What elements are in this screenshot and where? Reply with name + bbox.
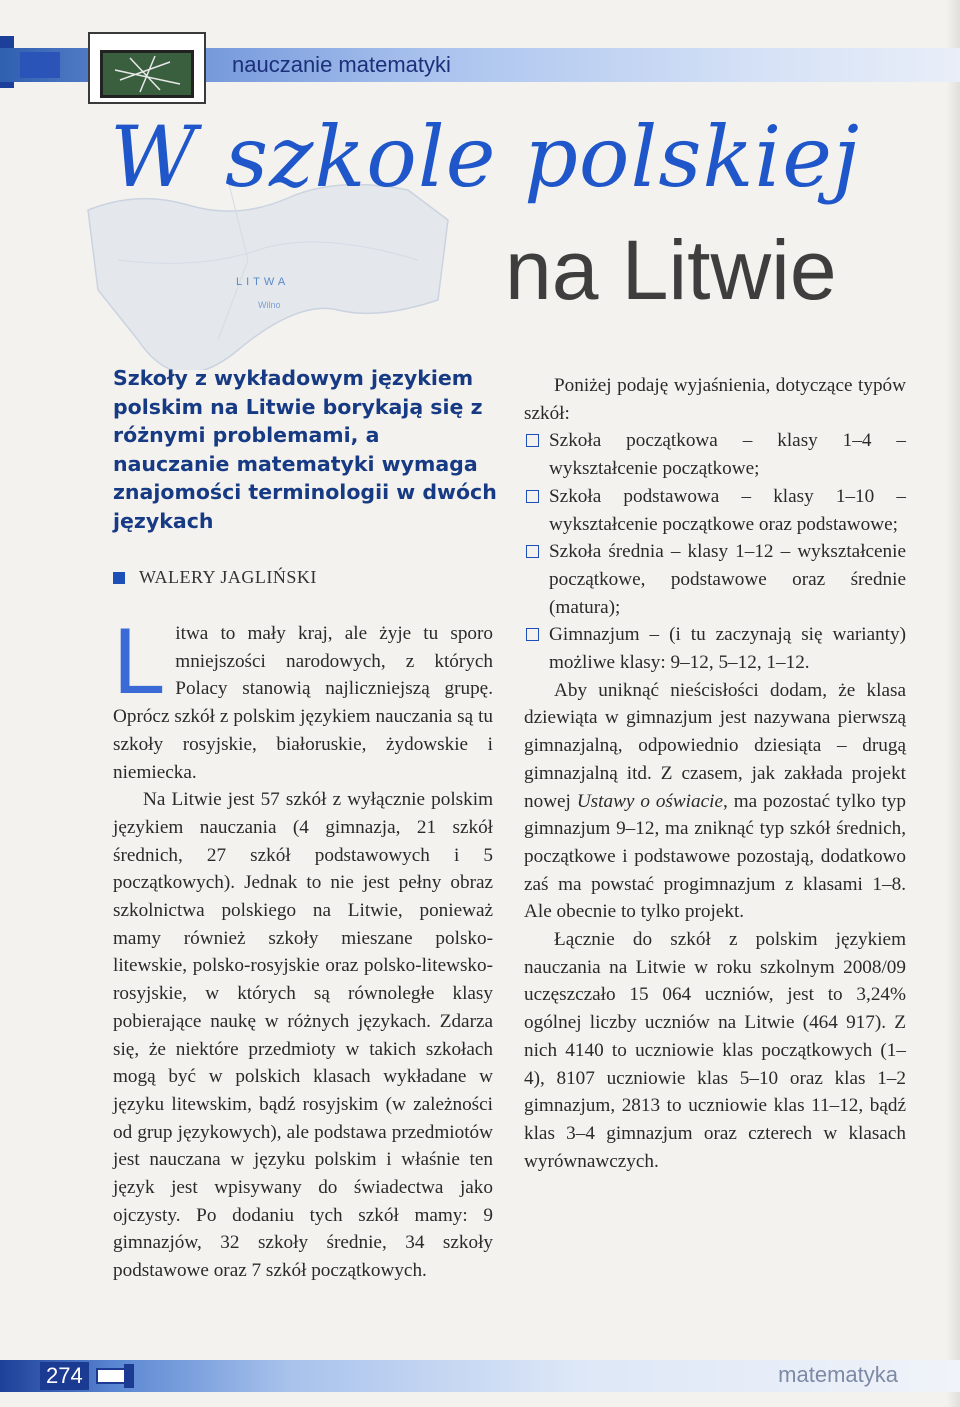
section-title: nauczanie matematyki bbox=[232, 52, 451, 77]
map-country-label: LITWA bbox=[236, 276, 290, 288]
paragraph-1-text: itwa to mały kraj, ale żyje tu sporo mniejszości narodowych, z których Polacy stanowią najliczniejszą grupę. Oprócz szkół z polskim językiem nauczania są tu szkoły rosyjskie, białoruskie, żydowskie i niemiecka. bbox=[113, 623, 493, 783]
byline-square-icon bbox=[113, 572, 125, 584]
footer-magazine-label: matematyka bbox=[778, 1362, 898, 1387]
page-number: 274 bbox=[40, 1362, 89, 1390]
drop-cap: L bbox=[113, 608, 166, 713]
school-types-intro: Poniżej podaję wyjaśnienia, dotyczące typów szkół: bbox=[524, 375, 906, 424]
list-item: Szkoła średnia – klasy 1–12 – wykształcenie początkowe, podstawowe oraz średnie (matura); bbox=[524, 538, 906, 621]
page-marker-bar bbox=[124, 1364, 134, 1388]
checkbox-square-icon bbox=[526, 545, 539, 558]
paragraph-1 bbox=[113, 608, 493, 786]
map-city-label: Wilno bbox=[258, 300, 281, 310]
list-item: Szkoła podstawowa – klasy 1–10 – wykształcenie początkowe oraz podstawowe; bbox=[524, 483, 906, 538]
list-item: Szkoła początkowa – klasy 1–4 – wykształcenie początkowe; bbox=[524, 427, 906, 482]
byline bbox=[113, 567, 317, 588]
page-edge-shadow bbox=[946, 0, 960, 1407]
checkbox-square-icon bbox=[526, 434, 539, 447]
author-name: WALERY JAGLIŃSKI bbox=[139, 567, 317, 587]
paragraph-gymnasium: Aby uniknąć nieścisłości dodam, że klasa dziewiąta w gimnazjum jest nazywana pierwszą gimnazjalną, odpowiednio dziesiąta – drugą gimnazjalną itd. Z czasem, jak zakłada projekt nowej Ustawy o oświacie, ma pozostać tylko typ gimnazjum 9–12, ma zniknąć typ szkół średnich, początkowe i podstawowe pozostają, dodatkowo zaś ma powstać progimnazjum z klasami 1–8. Ale obecnie to tylko projekt. bbox=[524, 679, 906, 923]
chalkboard-icon bbox=[88, 32, 206, 104]
paragraph-statistics: Łącznie do szkół z polskim językiem nauczania na Litwie w roku szkolnym 2008/09 uczęszczało 15 064 uczniów, jest to 3,24% ogólnej liczby uczniów na Litwie (464 917). Z nich 4140 to uczniowie klas początkowych (1–4), 8107 uczniowie klas 5–10 oraz klas 1–2 gimnazjum, 2813 to uczniowie klas 11–12, bądź klas 3–4 gimnazjum oraz czterech w klasach wyrównawczych. bbox=[524, 929, 906, 1172]
article-subtitle: na Litwie bbox=[505, 223, 837, 317]
left-column bbox=[113, 608, 493, 1285]
right-column bbox=[524, 372, 906, 1175]
checkbox-square-icon bbox=[526, 490, 539, 503]
list-item: Gimnazjum – (i tu zaczynają się warianty) możliwe klasy: 9–12, 5–12, 1–12. bbox=[524, 621, 906, 676]
law-title: Ustawy o oświacie bbox=[576, 790, 723, 812]
article-lead: Szkoły z wykładowym językiem polskim na Litwie borykają się z różnymi problemami, a nauczanie matematyki wymaga znajomości terminologii w dwóch językach bbox=[113, 366, 497, 533]
header-accent-block bbox=[20, 52, 60, 78]
article-title: W szkole polskiej bbox=[110, 108, 860, 206]
paragraph-2: Na Litwie jest 57 szkół z wyłącznie polskim językiem nauczania (4 gimnazja, 21 szkół średnich, 27 szkół podstawowych i 5 początkowych). Jednak to nie jest pełny obraz szkolnictwa polskiego na Litwie, ponieważ mamy również szkoły mieszane polsko-litewskie, polsko-rosyjskie oraz polsko-litewsko-rosyjskie, w których są równoległe klasy pobierające naukę w różnych językach. Zdarza się, że niektóre przedmioty w takich szkołach mogą być w polskich klasach wykładane w języku litewskim, bądź rosyjskim (w zależności od grup językowych), ale podstawa przedmiotów jest nauczana w języku polskim i właśnie ten język jest wpisywany do świadectwa jako ojczysty. Po dodaniu tych szkół mamy: 9 gimnazjów, 32 szkoły średnie, 34 szkoły podstawowe oraz 7 szkół początkowych. bbox=[113, 789, 493, 1282]
checkbox-square-icon bbox=[526, 628, 539, 641]
